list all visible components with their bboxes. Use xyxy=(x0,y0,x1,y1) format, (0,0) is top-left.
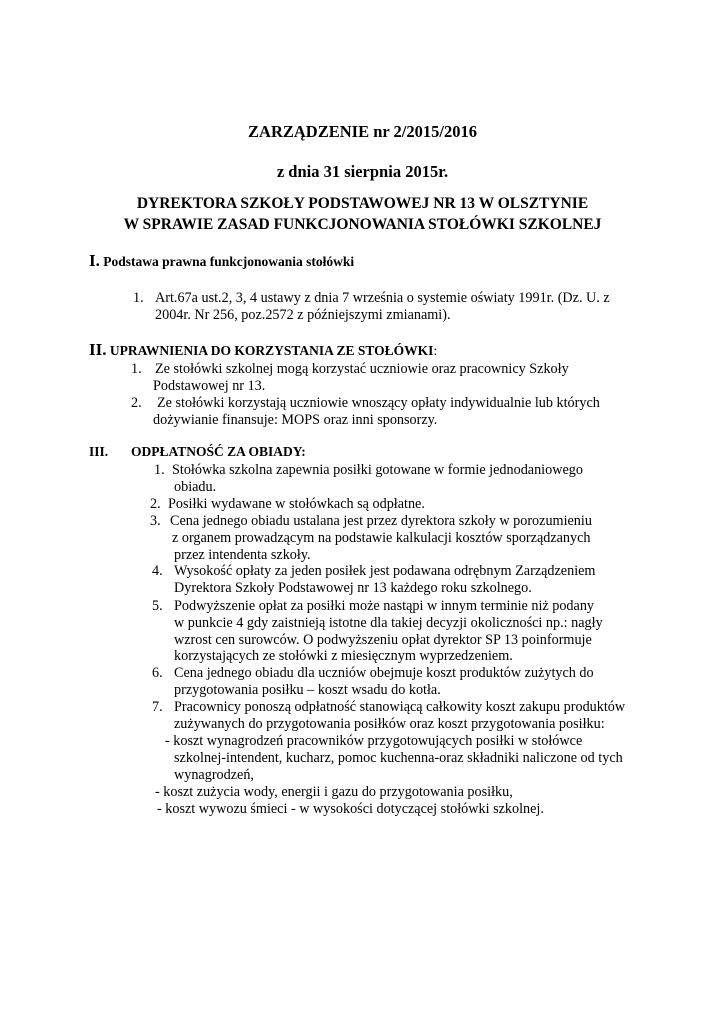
document-date: z dnia 31 sierpnia 2015r. xyxy=(276,162,449,181)
section-3-item-7-number: 7. xyxy=(152,699,163,715)
cost-line-4: - koszt zużycia wody, energii i gazu do przygotowania posiłku, xyxy=(155,784,513,800)
section-2-colon: : xyxy=(433,343,438,358)
section-3-item-3-line-3: przez intendenta szkoły. xyxy=(174,547,311,563)
section-3-item-6-line-2: przygotowania posiłku – koszt wsadu do kotła. xyxy=(174,682,441,698)
cost-line-3: wynagrodzeń, xyxy=(174,767,254,783)
section-3-item-1-number: 1. xyxy=(154,462,165,478)
section-3-item-5-line-1: Podwyższenie opłat za posiłki może nastąpi w innym terminie niż podany xyxy=(174,598,595,614)
section-3-item-6-number: 6. xyxy=(152,665,163,681)
section-1-item-1-number: 1. xyxy=(133,290,144,306)
section-3-item-4-line-2: Dyrektora Szkoły Podstawowej nr 13 każdego roku szkolnego. xyxy=(174,580,532,596)
section-3-item-1-line-2: obiadu. xyxy=(174,479,217,495)
cost-line-2: szkolnej-intendent, kucharz, pomoc kuchenna-oraz składniki naliczone od tych xyxy=(174,750,623,766)
section-3-item-5-line-3: wzrost cen surowców. O podwyższeniu opłat dyrektor SP 13 poinformuje xyxy=(174,632,592,648)
document-subject-line-2: W SPRAWIE ZASAD FUNKCJONOWANIA STOŁÓWKI SZKOLNEJ xyxy=(123,216,602,233)
section-2-heading xyxy=(89,340,437,360)
section-2-item-2-line-1: Ze stołówki korzystają uczniowie wnoszący opłaty indywidualnie lub których xyxy=(157,395,600,411)
section-2-title: UPRAWNIENIA DO KORZYSTANIA ZE STOŁÓWKI xyxy=(109,343,434,358)
section-1-numeral: I. xyxy=(89,251,100,270)
section-3-item-7-line-2: zużywanych do przygotowania posiłków oraz koszt przygotowania posiłku: xyxy=(174,716,605,732)
section-3-item-5-line-4: korzystających ze stołówki z miesięcznym wyprzedzeniem. xyxy=(174,648,513,664)
section-3-title: ODPŁATNOŚĆ ZA OBIADY: xyxy=(131,444,306,459)
section-3-item-5-line-2: w punkcie 4 gdy zaistnieją istotne dla takiej decyzji okoliczności np.: nagły xyxy=(174,615,603,631)
section-1-item-1-line-1: Art.67a ust.2, 3, 4 ustawy z dnia 7 września o systemie oświaty 1991r. (Dz. U. z xyxy=(155,290,610,306)
cost-line-5: - koszt wywozu śmieci - w wysokości dotyczącej stołówki szkolnej. xyxy=(157,801,544,817)
section-3-item-2-number: 2. xyxy=(150,496,161,512)
section-2-numeral: II. xyxy=(89,340,107,359)
section-3-item-3-line-1: Cena jednego obiadu ustalana jest przez dyrektora szkoły w porozumieniu xyxy=(170,513,592,529)
section-3-item-4-line-1: Wysokość opłaty za jeden posiłek jest podawana odrębnym Zarządzeniem xyxy=(174,563,596,579)
section-3-item-5-number: 5. xyxy=(152,598,163,614)
section-1-item-1-line-2: 2004r. Nr 256, poz.2572 z późniejszymi zmianami). xyxy=(155,307,451,323)
section-3-item-6-line-1: Cena jednego obiadu dla uczniów obejmuje koszt produktów zużytych do xyxy=(174,665,594,681)
section-1-heading xyxy=(89,251,354,271)
section-3-item-2-line-1: Posiłki wydawane w stołówkach są odpłatne. xyxy=(168,496,425,512)
section-3-numeral: III. xyxy=(89,444,109,459)
section-2-item-2-line-2: dożywianie finansuje: MOPS oraz inni sponsorzy. xyxy=(153,412,438,428)
section-2-item-2-number: 2. xyxy=(131,395,142,411)
cost-line-1: - koszt wynagrodzeń pracowników przygotowujących posiłki w stołówce xyxy=(165,733,583,749)
document-title: ZARZĄDZENIE nr 2/2015/2016 xyxy=(248,122,477,141)
section-2-item-1-line-2: Podstawowej nr 13. xyxy=(153,378,266,394)
section-1-title: Podstawa prawna funkcjonowania stołówki xyxy=(103,254,355,269)
section-3-item-7-line-1: Pracownicy ponoszą odpłatność stanowiącą całkowity koszt zakupu produktów xyxy=(174,699,626,715)
section-3-item-1-line-1: Stołówka szkolna zapewnia posiłki gotowane w formie jednodaniowego xyxy=(172,462,583,478)
section-3-item-4-number: 4. xyxy=(152,563,163,579)
section-3-item-3-line-2: z organem prowadzącym na podstawie kalkulacji kosztów sporządzanych xyxy=(172,530,591,546)
section-2-item-1-line-1: Ze stołówki szkolnej mogą korzystać uczniowie oraz pracownicy Szkoły xyxy=(155,361,569,377)
section-2-item-1-number: 1. xyxy=(131,361,142,377)
document-subject-line-1: DYREKTORA SZKOŁY PODSTAWOWEJ NR 13 W OLSZTYNIE xyxy=(136,195,589,212)
section-3-item-3-number: 3. xyxy=(150,513,161,529)
